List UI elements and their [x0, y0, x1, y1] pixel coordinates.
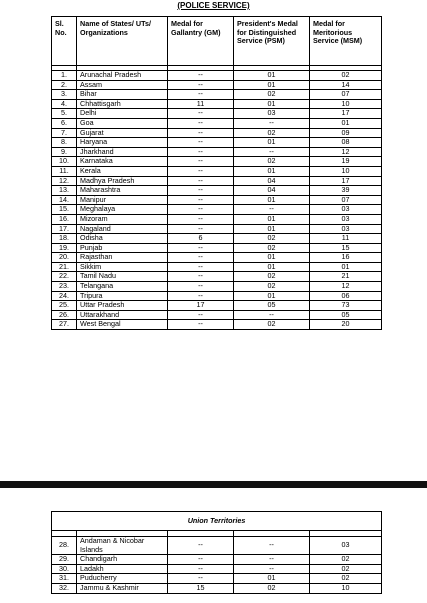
cell-name: Chandigarh: [77, 555, 168, 565]
cell-gm: --: [168, 71, 234, 81]
state-row: [52, 99, 382, 109]
cell-gm: --: [168, 243, 234, 253]
cell-psm: 02: [234, 320, 310, 330]
cell-psm: 02: [234, 583, 310, 593]
cell-name: Arunachal Pradesh: [77, 71, 168, 81]
cell-serial-no: 3.: [52, 90, 77, 100]
ut-row: [52, 564, 382, 574]
state-row: [52, 71, 382, 81]
cell-msm: 17: [310, 176, 382, 186]
cell-gm: 6: [168, 234, 234, 244]
cell-name: Uttarakhand: [77, 310, 168, 320]
cell-msm: 10: [310, 583, 382, 593]
cell-msm: 07: [310, 90, 382, 100]
cell-psm: 02: [234, 128, 310, 138]
cell-name: Telangana: [77, 282, 168, 292]
header-gallantry: Medal for Gallantry (GM): [168, 17, 234, 66]
cell-gm: --: [168, 537, 234, 555]
union-territories-table: [51, 511, 382, 594]
cell-psm: 01: [234, 71, 310, 81]
cell-serial-no: 11.: [52, 166, 77, 176]
cell-serial-no: 5.: [52, 109, 77, 119]
cell-serial-no: 4.: [52, 99, 77, 109]
cell-psm: 01: [234, 138, 310, 148]
cell-name: Bihar: [77, 90, 168, 100]
cell-serial-no: 2.: [52, 80, 77, 90]
cell-msm: 05: [310, 310, 382, 320]
cell-msm: 20: [310, 320, 382, 330]
state-row: [52, 272, 382, 282]
cell-name: Goa: [77, 118, 168, 128]
cell-psm: --: [234, 555, 310, 565]
cell-gm: 17: [168, 301, 234, 311]
state-row: [52, 147, 382, 157]
cell-gm: --: [168, 109, 234, 119]
cell-serial-no: 14.: [52, 195, 77, 205]
cell-psm: 02: [234, 157, 310, 167]
cell-msm: 01: [310, 118, 382, 128]
cell-serial-no: 7.: [52, 128, 77, 138]
state-row: [52, 301, 382, 311]
ut-row: [52, 537, 382, 555]
cell-gm: --: [168, 147, 234, 157]
ut-heading: Union Territories: [52, 512, 382, 531]
cell-name: Sikkim: [77, 262, 168, 272]
cell-gm: --: [168, 166, 234, 176]
cell-msm: 03: [310, 537, 382, 555]
cell-gm: --: [168, 253, 234, 263]
cell-msm: 02: [310, 555, 382, 565]
cell-msm: 19: [310, 157, 382, 167]
cell-msm: 21: [310, 272, 382, 282]
cell-psm: 02: [234, 272, 310, 282]
cell-msm: 10: [310, 99, 382, 109]
cell-name: Punjab: [77, 243, 168, 253]
state-row: [52, 205, 382, 215]
cell-name: Nagaland: [77, 224, 168, 234]
document-title: (POLICE SERVICE): [177, 1, 250, 10]
cell-msm: 39: [310, 186, 382, 196]
cell-psm: --: [234, 564, 310, 574]
cell-msm: 02: [310, 71, 382, 81]
cell-msm: 17: [310, 109, 382, 119]
cell-name: Mizoram: [77, 214, 168, 224]
state-row: [52, 282, 382, 292]
cell-gm: --: [168, 224, 234, 234]
cell-gm: 11: [168, 99, 234, 109]
cell-name: Ladakh: [77, 564, 168, 574]
cell-serial-no: 22.: [52, 272, 77, 282]
cell-serial-no: 16.: [52, 214, 77, 224]
cell-gm: --: [168, 157, 234, 167]
cell-gm: --: [168, 555, 234, 565]
state-row: [52, 214, 382, 224]
cell-serial-no: 28.: [52, 537, 77, 555]
cell-serial-no: 12.: [52, 176, 77, 186]
cell-psm: 04: [234, 176, 310, 186]
cell-gm: --: [168, 272, 234, 282]
cell-name: Meghalaya: [77, 205, 168, 215]
cell-name: Delhi: [77, 109, 168, 119]
cell-psm: 01: [234, 166, 310, 176]
cell-name: Uttar Pradesh: [77, 301, 168, 311]
header-state-name: Name of States/ UTs/ Organizations: [77, 17, 168, 66]
cell-serial-no: 32.: [52, 583, 77, 593]
cell-gm: --: [168, 310, 234, 320]
cell-serial-no: 31.: [52, 574, 77, 584]
states-medal-table: [51, 16, 382, 330]
cell-serial-no: 29.: [52, 555, 77, 565]
cell-msm: 01: [310, 262, 382, 272]
cell-psm: 01: [234, 574, 310, 584]
state-row: [52, 176, 382, 186]
cell-gm: --: [168, 574, 234, 584]
cell-psm: 02: [234, 282, 310, 292]
header-serial-no: Sl. No.: [52, 17, 77, 66]
cell-psm: 01: [234, 99, 310, 109]
cell-serial-no: 10.: [52, 157, 77, 167]
cell-gm: --: [168, 186, 234, 196]
cell-serial-no: 21.: [52, 262, 77, 272]
state-rows: [52, 71, 382, 330]
cell-serial-no: 25.: [52, 301, 77, 311]
cell-msm: 11: [310, 234, 382, 244]
cell-serial-no: 13.: [52, 186, 77, 196]
state-row: [52, 195, 382, 205]
cell-gm: 15: [168, 583, 234, 593]
cell-name: Manipur: [77, 195, 168, 205]
cell-msm: 10: [310, 166, 382, 176]
cell-msm: 12: [310, 147, 382, 157]
state-row: [52, 80, 382, 90]
state-row: [52, 310, 382, 320]
cell-name: Odisha: [77, 234, 168, 244]
cell-msm: 07: [310, 195, 382, 205]
cell-name: Assam: [77, 80, 168, 90]
cell-msm: 06: [310, 291, 382, 301]
cell-name: Maharashtra: [77, 186, 168, 196]
cell-serial-no: 24.: [52, 291, 77, 301]
state-row: [52, 262, 382, 272]
header-msm: Medal for Meritorious Service (MSM): [310, 17, 382, 66]
cell-serial-no: 6.: [52, 118, 77, 128]
cell-msm: 15: [310, 243, 382, 253]
state-row: [52, 320, 382, 330]
state-row: [52, 186, 382, 196]
state-row: [52, 138, 382, 148]
cell-psm: --: [234, 537, 310, 555]
cell-gm: --: [168, 564, 234, 574]
cell-gm: --: [168, 138, 234, 148]
cell-gm: --: [168, 291, 234, 301]
cell-psm: 01: [234, 291, 310, 301]
cell-serial-no: 9.: [52, 147, 77, 157]
cell-psm: 01: [234, 262, 310, 272]
cell-gm: --: [168, 195, 234, 205]
cell-msm: 73: [310, 301, 382, 311]
cell-msm: 14: [310, 80, 382, 90]
cell-name: Tripura: [77, 291, 168, 301]
cell-serial-no: 8.: [52, 138, 77, 148]
cell-name: Rajasthan: [77, 253, 168, 263]
cell-psm: 05: [234, 301, 310, 311]
header-psm: President's Medal for Distinguished Service (PSM): [234, 17, 310, 66]
cell-serial-no: 1.: [52, 71, 77, 81]
cell-serial-no: 26.: [52, 310, 77, 320]
cell-name: Madhya Pradesh: [77, 176, 168, 186]
cell-gm: --: [168, 90, 234, 100]
state-row: [52, 291, 382, 301]
cell-serial-no: 20.: [52, 253, 77, 263]
cell-msm: 03: [310, 214, 382, 224]
cell-name: Puducherry: [77, 574, 168, 584]
cell-psm: 01: [234, 195, 310, 205]
cell-psm: 02: [234, 234, 310, 244]
cell-name: Gujarat: [77, 128, 168, 138]
state-row: [52, 243, 382, 253]
cell-serial-no: 27.: [52, 320, 77, 330]
cell-gm: --: [168, 320, 234, 330]
ut-row: [52, 574, 382, 584]
ut-rows: [52, 537, 382, 594]
cell-name: Karnataka: [77, 157, 168, 167]
state-row: [52, 234, 382, 244]
cell-name: West Bengal: [77, 320, 168, 330]
cell-msm: 02: [310, 574, 382, 584]
cell-msm: 08: [310, 138, 382, 148]
cell-gm: --: [168, 176, 234, 186]
cell-msm: 12: [310, 282, 382, 292]
cell-gm: --: [168, 282, 234, 292]
cell-msm: 09: [310, 128, 382, 138]
ut-row: [52, 555, 382, 565]
state-row: [52, 118, 382, 128]
state-row: [52, 90, 382, 100]
cell-msm: 03: [310, 205, 382, 215]
state-row: [52, 157, 382, 167]
cell-name: Haryana: [77, 138, 168, 148]
state-row: [52, 253, 382, 263]
cell-psm: 01: [234, 224, 310, 234]
cell-msm: 16: [310, 253, 382, 263]
cell-psm: --: [234, 310, 310, 320]
cell-gm: --: [168, 205, 234, 215]
cell-serial-no: 17.: [52, 224, 77, 234]
cell-msm: 02: [310, 564, 382, 574]
cell-psm: 01: [234, 80, 310, 90]
ut-heading-row: [52, 512, 382, 531]
cell-name: Andaman & Nicobar Islands: [77, 537, 168, 555]
cell-name: Jammu & Kashmir: [77, 583, 168, 593]
cell-psm: 01: [234, 253, 310, 263]
cell-serial-no: 19.: [52, 243, 77, 253]
cell-psm: 02: [234, 243, 310, 253]
cell-serial-no: 15.: [52, 205, 77, 215]
cell-serial-no: 18.: [52, 234, 77, 244]
cell-psm: --: [234, 118, 310, 128]
cell-gm: --: [168, 262, 234, 272]
cell-serial-no: 23.: [52, 282, 77, 292]
page-divider: [0, 481, 427, 488]
cell-msm: 03: [310, 224, 382, 234]
cell-gm: --: [168, 118, 234, 128]
cell-name: Jharkhand: [77, 147, 168, 157]
cell-serial-no: 30.: [52, 564, 77, 574]
cell-name: Chhattisgarh: [77, 99, 168, 109]
cell-psm: 03: [234, 109, 310, 119]
state-row: [52, 128, 382, 138]
cell-gm: --: [168, 214, 234, 224]
cell-psm: --: [234, 147, 310, 157]
cell-psm: 04: [234, 186, 310, 196]
ut-row: [52, 583, 382, 593]
cell-psm: 01: [234, 214, 310, 224]
cell-psm: --: [234, 205, 310, 215]
state-row: [52, 224, 382, 234]
state-row: [52, 109, 382, 119]
cell-gm: --: [168, 80, 234, 90]
cell-psm: 02: [234, 90, 310, 100]
table-header-row: [52, 17, 382, 66]
cell-name: Tamil Nadu: [77, 272, 168, 282]
state-row: [52, 166, 382, 176]
cell-name: Kerala: [77, 166, 168, 176]
cell-gm: --: [168, 128, 234, 138]
